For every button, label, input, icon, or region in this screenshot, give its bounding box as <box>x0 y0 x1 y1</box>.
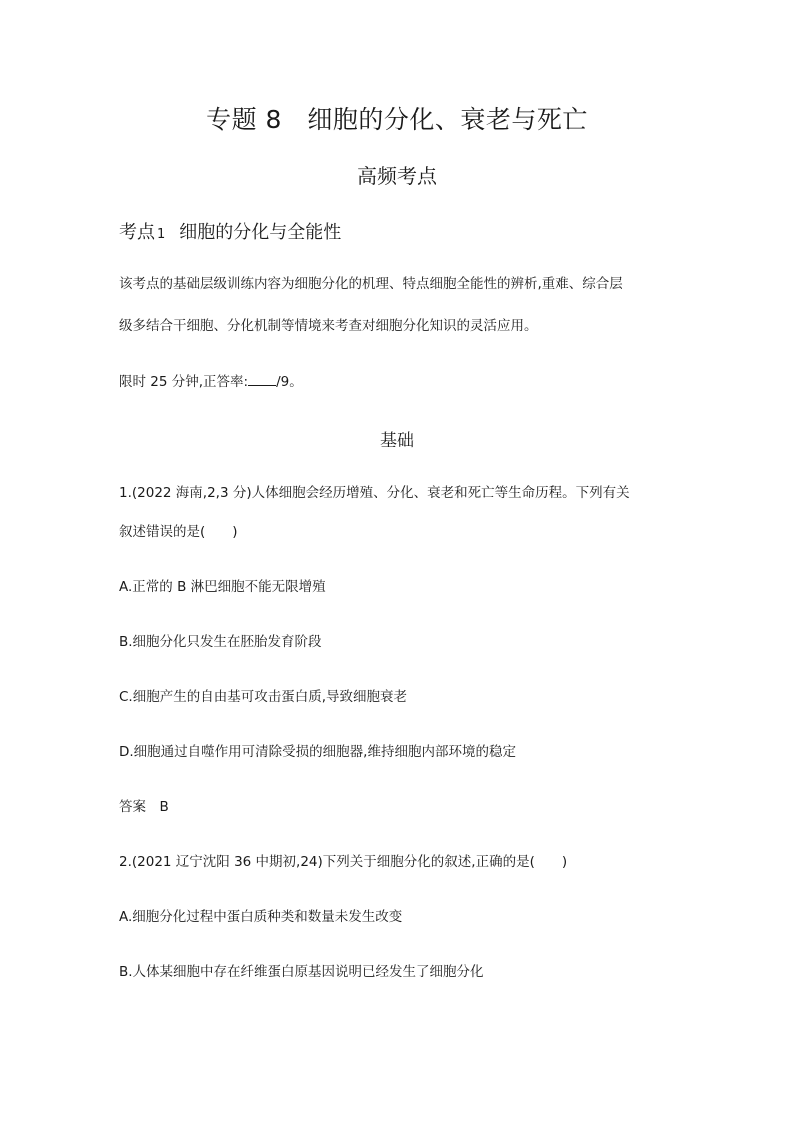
kaodian-prefix: 考点 <box>119 222 155 243</box>
intro-line-2: 级多结合干细胞、分化机制等情境来考查对细胞分化知识的灵活应用。 <box>119 318 538 334</box>
kaodian-number: 1 <box>157 227 166 242</box>
section-basic-heading: 基础 <box>380 431 414 451</box>
q2-stem: 2.(2021 辽宁沈阳 36 中期初,24)下列关于细胞分化的叙述,正确的是( ) <box>119 854 568 870</box>
kaodian-title: 细胞的分化与全能性 <box>179 222 342 243</box>
chapter-title: 专题 8 细胞的分化、衰老与死亡 <box>206 105 588 134</box>
q1-option-b: B.细胞分化只发生在胚胎发育阶段 <box>119 634 322 650</box>
q1-option-a: A.正常的 B 淋巴细胞不能无限增殖 <box>119 579 326 595</box>
time-limit-line <box>119 371 679 392</box>
kaodian-heading <box>119 218 341 244</box>
q1-option-d: D.细胞通过自噬作用可清除受损的细胞器,维持细胞内部环境的稳定 <box>119 744 516 760</box>
time-limit-suffix: /9。 <box>276 374 303 390</box>
q2-option-a: A.细胞分化过程中蛋白质种类和数量未发生改变 <box>119 909 403 925</box>
time-limit-prefix: 限时 25 分钟,正答率: <box>119 374 249 390</box>
q2-option-b: B.人体某细胞中存在纤维蛋白原基因说明已经发生了细胞分化 <box>119 964 484 980</box>
q1-stem-line-1: 1.(2022 海南,2,3 分)人体细胞会经历增殖、分化、衰老和死亡等生命历程。下列有关 <box>119 485 630 501</box>
q1-answer: 答案 B <box>119 799 169 815</box>
intro-line-1: 该考点的基础层级训练内容为细胞分化的机理、特点细胞全能性的辨析,重难、综合层 <box>119 276 623 292</box>
q1-stem-line-2: 叙述错误的是( ) <box>119 524 238 540</box>
section-subtitle: 高频考点 <box>357 164 437 188</box>
q1-option-c: C.细胞产生的自由基可攻击蛋白质,导致细胞衰老 <box>119 689 408 705</box>
score-blank[interactable] <box>248 371 276 386</box>
